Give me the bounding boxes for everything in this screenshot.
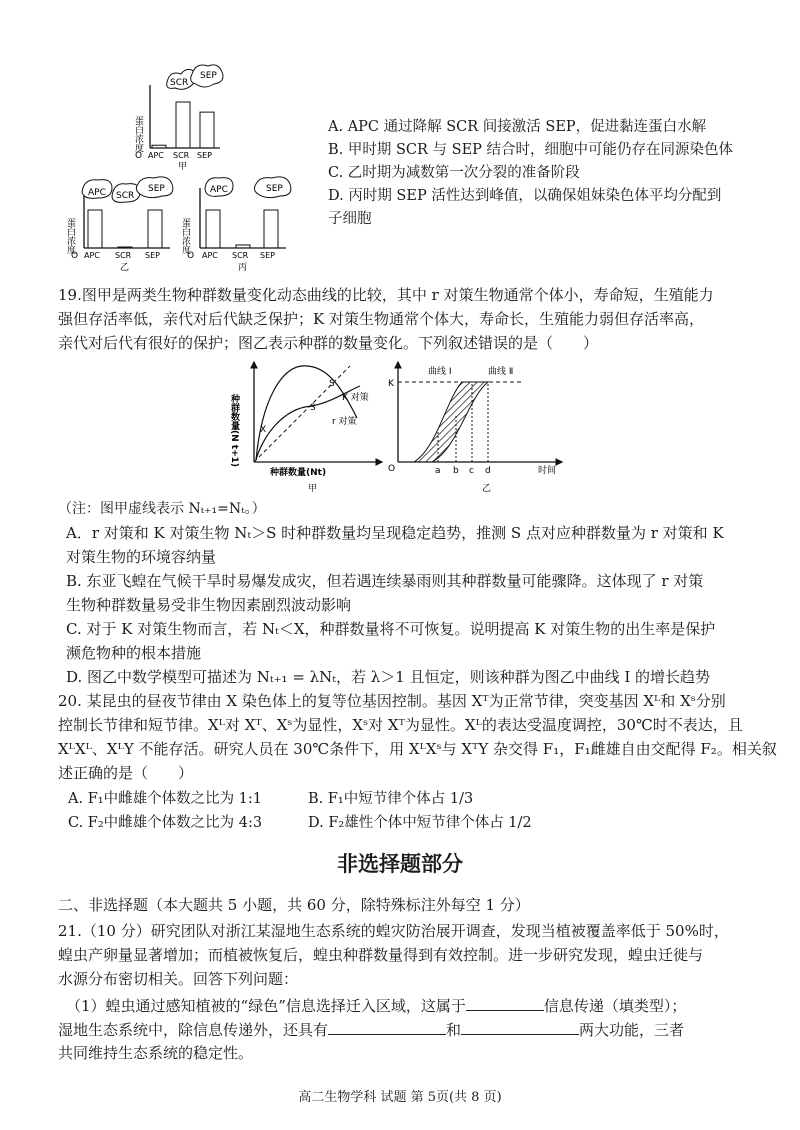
q18-jia-caption: 甲	[178, 162, 188, 172]
q21-sub1-line2	[58, 1020, 684, 1039]
q19-option-d: D. 图乙中数学模型可描述为 Nₜ₊₁ = λNₜ，若 λ＞1 且恒定，则该种群为图乙中曲线 Ⅰ 的增长趋势	[66, 668, 711, 686]
q18-jia-bubble-scr: SCR	[170, 78, 189, 88]
q18-bing-caption: 丙	[238, 263, 248, 273]
q19-figure	[229, 358, 580, 498]
q19-chart-yi	[388, 362, 562, 494]
q18-figure	[60, 60, 310, 275]
q19-jia-caption: 甲	[308, 484, 318, 494]
q18-yi-bar-sep	[148, 210, 162, 248]
q19-yi-tick-c: c	[469, 466, 474, 476]
q18-option-b: B. 甲时期 SCR 与 SEP 结合时，细胞中可能仍存在同源染色体	[328, 142, 734, 158]
q21-stem-line2: 蝗虫产卵量显著增加；而植被恢复后，蝗虫种群数量得到有效控制。进一步研究发现，蝗虫迁徙与	[58, 946, 704, 964]
q21-sub1-line3: 共同维持生态系统的稳定性。	[58, 1044, 254, 1062]
section-title: 非选择题部分	[337, 852, 463, 876]
q19-chart-jia	[229, 362, 382, 494]
q18-jia-bar-scr	[176, 102, 190, 148]
q18-bing-x-apc: APC	[202, 251, 218, 260]
q18-yi-bar-apc	[88, 210, 102, 248]
q18-yi-caption: 乙	[120, 263, 130, 273]
q18-yi-bubble-sep: SEP	[148, 184, 165, 194]
q18-option-d-cont: 子细胞	[328, 211, 372, 227]
q19-option-b-cont: 生物种群数量易受非生物因素剧烈波动影响	[66, 596, 352, 614]
q18-option-a: A. APC 通过降解 SCR 间接激活 SEP，促进黏连蛋白水解	[328, 119, 707, 135]
q18-yi-bubble-scr: SCR	[116, 191, 135, 201]
q19-option-c: C. 对于 K 对策生物而言，若 Nₜ＜X，种群数量将不可恢复。说明提高 K 对策生物的出生率是保护	[66, 620, 716, 638]
q20-stem-line1: 20. 某昆虫的昼夜节律由 X 染色体上的复等位基因控制。基因 Xᵀ为正常节律，突变基因 Xᴸ和 Xˢ分别	[58, 692, 726, 710]
q20-stem-line4: 述正确的是（ ）	[58, 764, 194, 782]
q21-sub1-part2: 信息传递（填类型）；	[543, 997, 687, 1015]
q18-chart-yi	[65, 177, 173, 273]
q18-jia-x-scr: SCR	[173, 151, 190, 160]
q18-chart-bing	[180, 177, 291, 273]
q20-option-c: C. F₂中雌雄个体数之比为 4:3	[68, 815, 263, 831]
q18-chart-jia	[133, 65, 223, 172]
q20-option-b: B. F₁中短节律个体占 1/3	[308, 791, 474, 807]
q20-option-d: D. F₂雄性个体中短节律个体占 1/2	[308, 815, 532, 831]
q19-option-a-cont: 对策生物的环境容纳量	[66, 548, 217, 566]
q19-yi-caption: 乙	[482, 484, 492, 494]
q20-stem-line2: 控制长节律和短节律。Xᴸ对 Xᵀ、Xˢ为显性，Xˢ对 Xᵀ为显性。Xᴸ的表达受温度调控，30℃时不表达，且	[58, 716, 743, 734]
q19-yi-origin: O	[388, 464, 396, 474]
q21-sub1-part3: 湿地生态系统中，除信息传递外，还具有	[58, 1021, 329, 1039]
q19-yi-tick-a: a	[435, 466, 441, 476]
q18-bing-bar-sep	[264, 210, 278, 248]
page-footer: 高二生物学科 试题 第 5页(共 8 页)	[298, 1090, 502, 1105]
q18-yi-bubble-apc: APC	[88, 188, 106, 198]
q19-yi-tick-d: d	[485, 466, 491, 476]
q20-stem-line3: XᴸXᴸ、XᴸY 不能存活。研究人员在 30℃条件下，用 XᴸXˢ与 XᵀY 杂交得 F₁，F₁雌雄自由交配得 F₂。相关叙	[58, 740, 777, 758]
q19-jia-label-k: K 对策	[342, 393, 369, 403]
q19-option-c-cont: 濒危物种的根本措施	[66, 644, 202, 662]
q19-stem-line2: 强但存活率低，亲代对后代缺乏保护；K 对策生物通常个体大，寿命长，生殖能力弱但存活率高，	[58, 310, 704, 328]
q21-blank-3[interactable]	[461, 1020, 579, 1035]
q20-option-a: A. F₁中雌雄个体数之比为 1:1	[68, 791, 263, 807]
q18-jia-bar-sep	[200, 112, 214, 148]
q21-sub1-line1	[66, 996, 686, 1015]
q18-jia-origin: O	[135, 151, 143, 161]
q18-jia-bubble-sep: SEP	[200, 71, 217, 81]
q18-bing-bubble-sep: SEP	[266, 184, 283, 194]
q19-jia-ylabel: 种群数量(N t+1)	[229, 394, 239, 467]
q18-bing-ylabel: 蛋白浓度	[180, 218, 190, 254]
q19-yi-k-label: K	[388, 379, 394, 389]
q18-yi-x-sep: SEP	[145, 251, 160, 260]
q18-jia-ylabel: 蛋白浓度	[133, 116, 143, 152]
q19-yi-curve1: 曲线 Ⅰ	[428, 367, 452, 377]
q18-option-d: D. 丙时期 SEP 活性达到峰值，以确保姐妹染色体平均分配到	[328, 188, 722, 204]
q19-option-b: B. 东亚飞蝗在气候干旱时易爆发成灾，但若遇连续暴雨则其种群数量可能骤降。这体现了 r 对策	[66, 572, 704, 590]
q19-stem-line3: 亲代对后代有很好的保护；图乙表示种群的数量变化。下列叙述错误的是（ ）	[58, 334, 599, 352]
q19-jia-xlabel: 种群数量(Nt)	[270, 468, 327, 478]
q18-bing-origin: O	[187, 251, 195, 261]
q18-yi-x-apc: APC	[84, 251, 100, 260]
q18-jia-bar-apc	[152, 145, 166, 148]
q19-yi-xlabel: 时间	[538, 466, 557, 476]
q19-yi-curve2: 曲线 Ⅱ	[488, 367, 514, 377]
q21-stem-line1: 21.（10 分）研究团队对浙江某湿地生态系统的蝗灾防治展开调查，发现当植被覆盖率低于 50%时，	[58, 922, 729, 940]
q18-bing-bar-apc	[206, 210, 220, 248]
q19-stem-line1: 19.图甲是两类生物种群数量变化动态曲线的比较，其中 r 对策生物通常个体小，寿命短，生殖能力	[58, 286, 714, 304]
q18-yi-bar-scr	[118, 247, 132, 248]
q19-yi-tick-b: b	[453, 466, 459, 476]
q18-bing-bubble-apc: APC	[210, 185, 228, 195]
q18-bing-x-scr: SCR	[232, 251, 249, 260]
part2-header: 二、非选择题（本大题共 5 小题，共 60 分，除特殊标注外每空 1 分）	[58, 896, 530, 914]
q18-yi-x-scr: SCR	[115, 251, 132, 260]
q18-option-c: C. 乙时期为减数第一次分裂的准备阶段	[328, 165, 580, 181]
q18-yi-ylabel: 蛋白浓度	[65, 218, 75, 254]
q18-bing-x-sep: SEP	[260, 251, 275, 260]
q19-note: （注：图甲虚线表示 Nₜ₊₁=Nₜ。）	[58, 501, 266, 517]
q19-jia-label-x: X	[260, 425, 267, 435]
q18-jia-x-apc: APC	[148, 151, 164, 160]
q21-sub1-part1: （1）蝗虫通过感知植被的“绿色”信息选择迁入区域，这属于	[66, 997, 466, 1015]
q21-blank-2[interactable]	[328, 1020, 446, 1035]
q21-sub1-part5: 两大功能，三者	[579, 1021, 685, 1039]
q18-yi-origin: O	[71, 251, 79, 261]
q21-sub1-part4: 和	[446, 1021, 462, 1039]
q19-jia-label-r: r 对策	[332, 417, 357, 427]
q21-stem-line3: 水源分布密切相关。回答下列问题：	[58, 970, 299, 988]
q21-blank-1[interactable]	[466, 996, 544, 1011]
q19-jia-label-s2: S	[310, 403, 316, 413]
q19-option-a: A．r 对策和 K 对策生物 Nₜ＞S 时种群数量均呈现稳定趋势，推测 S 点对应种群数量为 r 对策和 K	[66, 524, 724, 542]
q19-jia-label-s1: S	[329, 379, 335, 389]
q18-bing-bar-scr	[236, 245, 250, 248]
q18-jia-x-sep: SEP	[197, 151, 212, 160]
